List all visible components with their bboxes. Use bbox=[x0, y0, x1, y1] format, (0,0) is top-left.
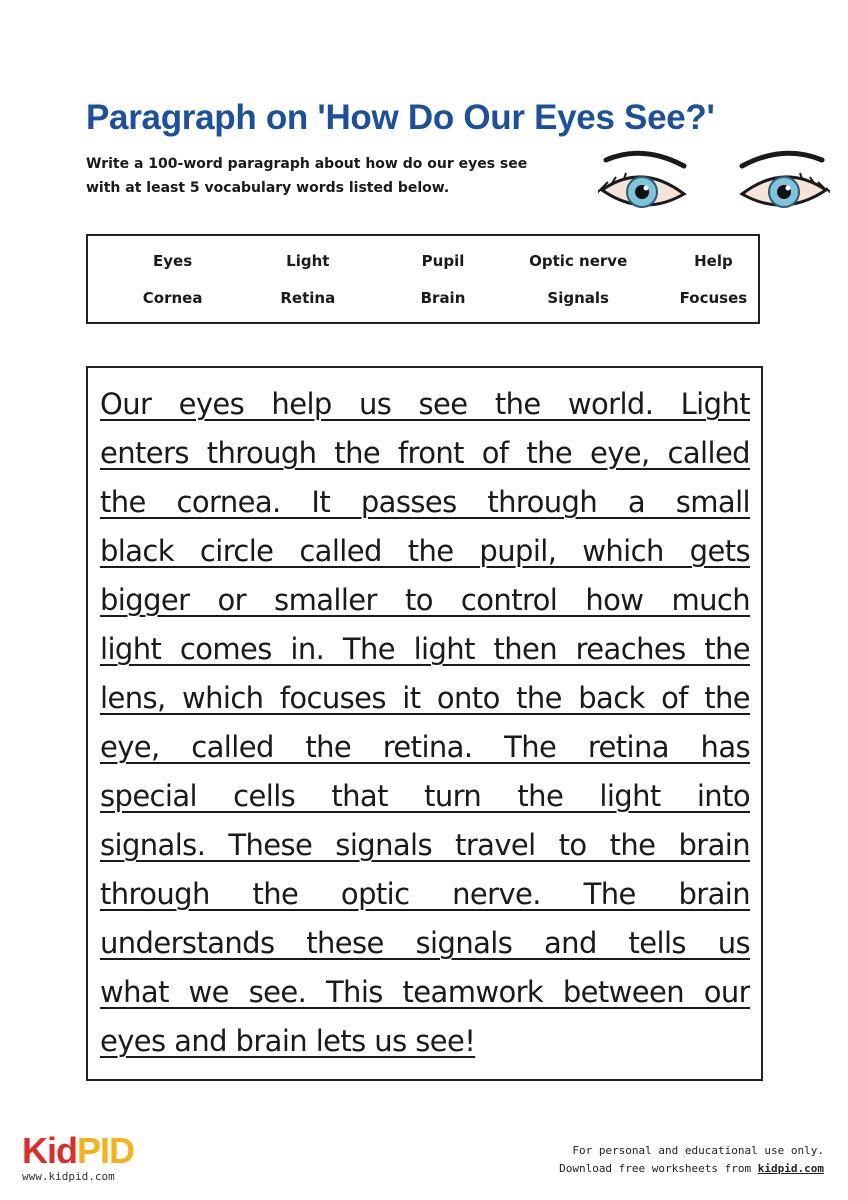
paragraph-line: eyes and brain lets us see! bbox=[100, 1024, 476, 1058]
paragraph-line: what we see. This teamwork between our bbox=[100, 975, 750, 1009]
vocabulary-box bbox=[86, 234, 760, 324]
vocab-word: Cornea bbox=[142, 289, 203, 307]
vocab-word: Focuses bbox=[679, 289, 748, 307]
footer-line-1: For personal and educational use only. bbox=[572, 1144, 824, 1157]
vocab-word: Light bbox=[286, 252, 330, 270]
vocab-word: Optic nerve bbox=[529, 252, 628, 270]
paragraph-line: the cornea. It passes through a small bbox=[100, 485, 750, 519]
paragraph-line: lens, which focuses it onto the back of the bbox=[100, 681, 750, 715]
vocab-word: Retina bbox=[280, 289, 336, 307]
paragraph-line: special cells that turn the light into bbox=[100, 779, 750, 813]
paragraph-line: eye, called the retina. The retina has bbox=[100, 730, 750, 764]
logo-url[interactable]: www.kidpid.com bbox=[22, 1170, 115, 1183]
paragraph-text bbox=[100, 384, 750, 1070]
paragraph-line: through the optic nerve. The brain bbox=[100, 877, 750, 911]
paragraph-line: enters through the front of the eye, called bbox=[100, 436, 750, 470]
paragraph-line: black circle called the pupil, which gets bbox=[100, 534, 750, 568]
paragraph-line: bigger or smaller to control how much bbox=[100, 583, 750, 617]
paragraph-line: light comes in. The light then reaches the bbox=[100, 632, 750, 666]
footer-line-2-text: Download free worksheets from bbox=[559, 1162, 758, 1175]
instructions bbox=[86, 152, 566, 200]
vocab-word: Eyes bbox=[153, 252, 193, 270]
paragraph-line: understands these signals and tells us bbox=[100, 926, 750, 960]
logo-kid: Kid bbox=[22, 1130, 77, 1171]
vocabulary-row-2 bbox=[105, 289, 781, 307]
vocab-word: Brain bbox=[420, 289, 466, 307]
right-eye-icon bbox=[742, 153, 830, 207]
footer-line-2 bbox=[559, 1160, 824, 1178]
vocab-word: Signals bbox=[547, 289, 609, 307]
page-title: Paragraph on 'How Do Our Eyes See?' bbox=[86, 98, 715, 137]
logo-pid: PID bbox=[77, 1130, 135, 1171]
vocabulary-row-1 bbox=[105, 252, 781, 270]
paragraph-line: Our eyes help us see the world. Light bbox=[100, 387, 750, 421]
eyes-illustration-icon bbox=[598, 148, 830, 220]
paragraph-box bbox=[86, 366, 763, 1081]
vocab-word: Help bbox=[694, 252, 733, 270]
footer-note bbox=[559, 1142, 824, 1178]
left-eye-icon bbox=[598, 153, 684, 207]
vocab-word: Pupil bbox=[421, 252, 465, 270]
paragraph-line: signals. These signals travel to the brain bbox=[100, 828, 750, 862]
kidpid-logo[interactable] bbox=[22, 1130, 134, 1172]
instructions-line-2: with at least 5 vocabulary words listed below. bbox=[86, 180, 450, 196]
instructions-line-1: Write a 100-word paragraph about how do our eyes see bbox=[86, 156, 528, 172]
footer-link[interactable]: kidpid.com bbox=[757, 1162, 824, 1175]
